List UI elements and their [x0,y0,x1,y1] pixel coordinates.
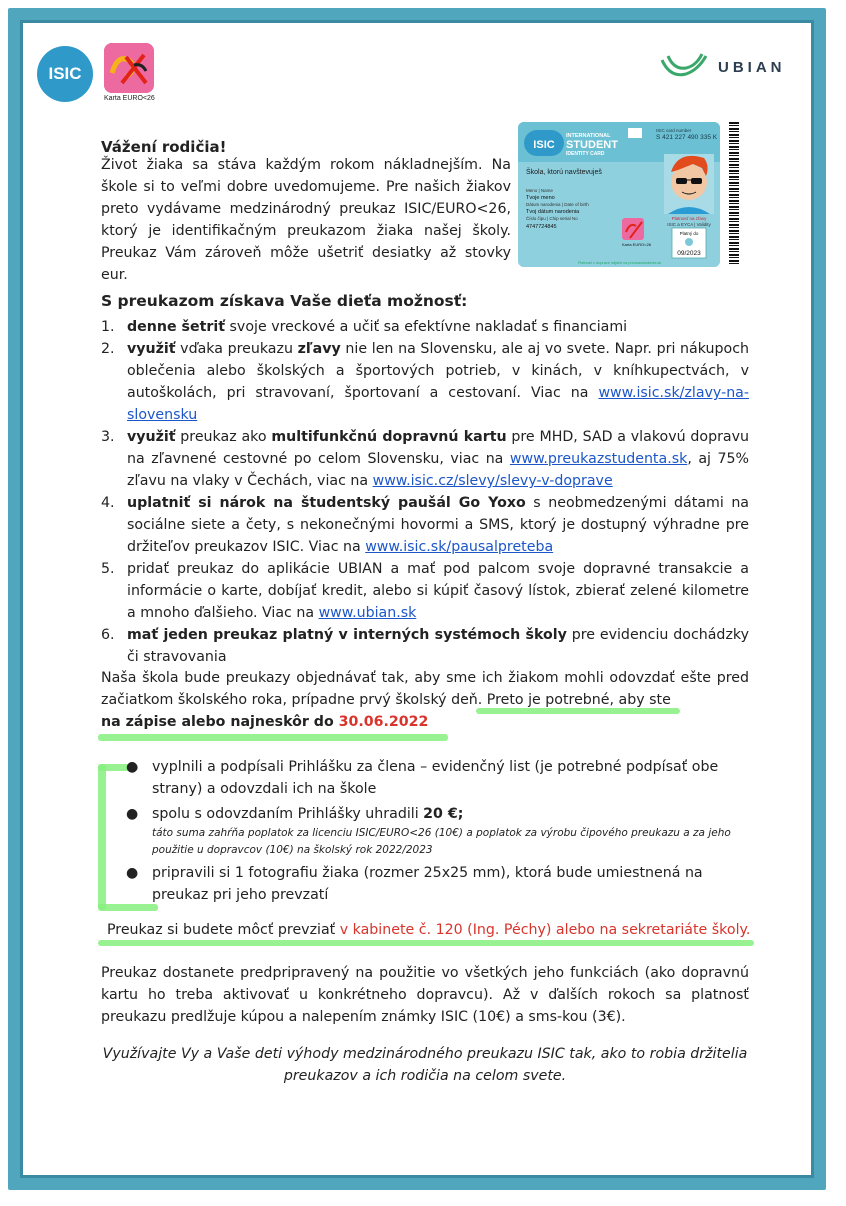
card-footer: Platnosť v doprave nájdeš na preukazstudenta.sk [578,261,662,265]
ubian-logo [660,52,786,82]
benefit-text: svoje vreckové a učiť sa efektívne nakladať s financiami [225,319,628,335]
list-item [101,624,749,668]
card-valid-note-2: ISIC a EYCA | Validity [667,222,711,227]
list-item [101,426,749,492]
benefit-bold: multifunkčnú dopravnú kartu [271,429,507,445]
card-name-label: Meno | Name [526,188,553,193]
todo-note: táto suma zahŕňa poplatok za licenciu ISIC/EURO<26 (10€) a poplatok za výrobu čipového preukazu a za jeho použitie u dopravcov (10€) na školský rok 2022/2023 [152,827,731,856]
ubian-wordmark: UBIAN [718,58,786,76]
greeting-title: Vážení rodičia! [101,138,227,156]
pickup-place: v kabinete č. 120 (Ing. Péchy) alebo na sekretariáte školy. [339,922,751,938]
link-ubian[interactable]: www.ubian.sk [318,605,417,621]
todo-amount: 20 €; [423,806,464,822]
highlight-mark [98,764,106,910]
bullet-icon: ● [126,865,139,881]
list-item [101,558,749,624]
benefit-text: pre evidenciu dochádzky či stravovania [127,627,749,665]
todo-list [126,756,749,909]
todo-text: spolu s odovzdaním Prihlášky uhradili [152,806,424,822]
card-valid-to: 09/2023 [677,250,701,257]
benefit-bold: denne šetriť [127,319,226,335]
highlight-mark [98,734,448,741]
list-number: 4. [101,495,115,511]
benefit-text: vďaka preukazu [175,341,298,357]
deadline-date: 30.06.2022 [338,714,429,730]
card-barcode [729,122,739,266]
card-number-label: ISIC card number [656,128,692,133]
link-preukazstudenta[interactable]: www.preukazstudenta.sk [509,451,688,467]
pickup-text: Preukaz si budete môcť prevziať [107,922,340,938]
card-valid-note-1: Platnosť na zľavy [671,216,707,221]
card-title-3: IDENTITY CARD [566,151,605,157]
card-title-2: STUDENT [566,139,618,151]
card-dob-label: Dátum narodenia | Date of birth [526,202,589,207]
benefit-bold: zľavy [297,341,341,357]
card-title-1: INTERNATIONAL [566,133,611,139]
benefit-text: pridať preukaz do aplikácie UBIAN a mať pod palcom svoje dopravné transakcie a informácie o karte, dobíjať kredit, alebo si kúpiť časový lístok, zbierať zelené kilometre a mnoho ďalšieho. Viac na [127,561,749,621]
card-name: Tvoje meno [526,195,555,201]
benefit-bold: využiť [127,341,176,357]
greeting-body: Život žiaka sa stáva každým rokom nákladnejším. Na škole si to veľmi dobre uvedomujeme. Pre našich žiakov preto vydávame medzinárodný preukaz ISIC/EURO<26, ktorý je identifikačným preukazom žiaka našej školy. Preukaz Vám zároveň môže ušetriť desiatky až stovky eur. [101,157,511,283]
benefit-text: preukaz ako [175,429,272,445]
bullet-icon: ● [126,759,139,775]
list-item [126,803,749,859]
card-chip-label: Číslo čipu | Chip serial No [526,216,578,221]
link-isic-cz-doprava[interactable]: www.isic.cz/slevy/slevy-v-doprave [372,473,613,489]
list-item [101,338,749,426]
order-text: Naša škola bude preukazy objednávať tak, aby sme ich žiakom mohli odovzdať ešte pred začiatkom školského roka, prípadne prvý školský deň. Preto je potrebné, aby ste [101,670,749,708]
card-isic-text: ISIC [533,139,555,151]
isic-logo: ISIC [37,46,93,102]
benefit-text: , aj 75% zľavu na vlaky v Čechách, viac na [127,451,749,489]
isic-card-image [518,122,720,267]
todo-text: pripravili si 1 fotografiu žiaka (rozmer 25x25 mm), ktorá bude umiestnená na preukaz pri jeho prevzatí [152,865,703,903]
benefit-text: s neobmedzenými dátami na sociálne siete a čety, s nekonečnými hovormi a SMS, ktorý je dostupný výhradne pre držiteľov preukazov ISIC. Viac na [127,495,750,555]
benefits-list [101,316,749,668]
card-dob: Tvoj dátum narodenia [526,209,580,215]
card-chip: 4747724845 [526,224,557,230]
activation-paragraph: Preukaz dostanete predpripravený na použitie vo všetkých jeho funkciách (ako dopravnú kartu ho treba aktivovať u konkrétneho dopravcu). Až v ďalších rokoch sa platnosť preukazu predlžuje kúpou a nalepením známky ISIC (10€) a sms-kou (3€). [101,965,749,1025]
benefit-bold: mať jeden preukaz platný v interných systémoch školy [127,627,567,643]
card-school: Škola, ktorú navštevuješ [526,169,602,176]
euro26-caption: Karta EURO<26 [104,95,155,102]
list-item [101,316,749,338]
list-number: 1. [101,319,115,335]
list-number: 5. [101,561,115,577]
ubian-mark-icon [660,52,710,82]
pickup-line [107,919,750,941]
benefits-title: S preukazom získava Vaše dieťa možnosť: [101,292,468,310]
deadline-prefix: na zápise alebo najneskôr do [101,714,339,730]
card-number: S 421 227 490 335 K [656,134,718,141]
list-number: 3. [101,429,115,445]
benefit-bold: využiť [127,429,176,445]
card-valid-label: Platný do [679,231,699,236]
link-isic-zlavy[interactable]: www.isic.sk/zlavy-na-slovensku [127,385,749,423]
benefit-bold: uplatniť si nárok na študentský paušál Go Yoxo [127,495,526,511]
order-paragraph [101,667,749,733]
benefit-text: nie len na Slovensku, ale aj vo svete. Napr. pri nákupoch oblečenia alebo školských a športových potrieb, v kinách, v kníhkupectvách, v autoškolách, pri stravovaní, športovaní a cestovaní. Viac na [127,341,749,401]
list-item [126,862,749,906]
link-pausal[interactable]: www.isic.sk/pausalpreteba [365,539,554,555]
list-number: 6. [101,627,115,643]
closing-text: Využívajte Vy a Vaše deti výhody medzinárodného preukazu ISIC tak, ako to robia držitelia preukazov a ich rodičia na celom svete. [102,1046,748,1084]
list-item [126,756,749,800]
list-number: 2. [101,341,115,357]
card-euro-label: Karta EURO<26 [622,242,652,247]
benefit-text: pre MHD, SAD a vlakovú dopravu na zľavnené cestovné po celom Slovensku, viac na [127,429,750,467]
list-item [101,492,749,558]
todo-text: vyplnili a podpísali Prihlášku za člena – evidenčný list (je potrebné podpísať obe strany) a odovzdali ich na škole [152,759,719,797]
euro26-logo [104,43,154,93]
bullet-icon: ● [126,806,139,822]
